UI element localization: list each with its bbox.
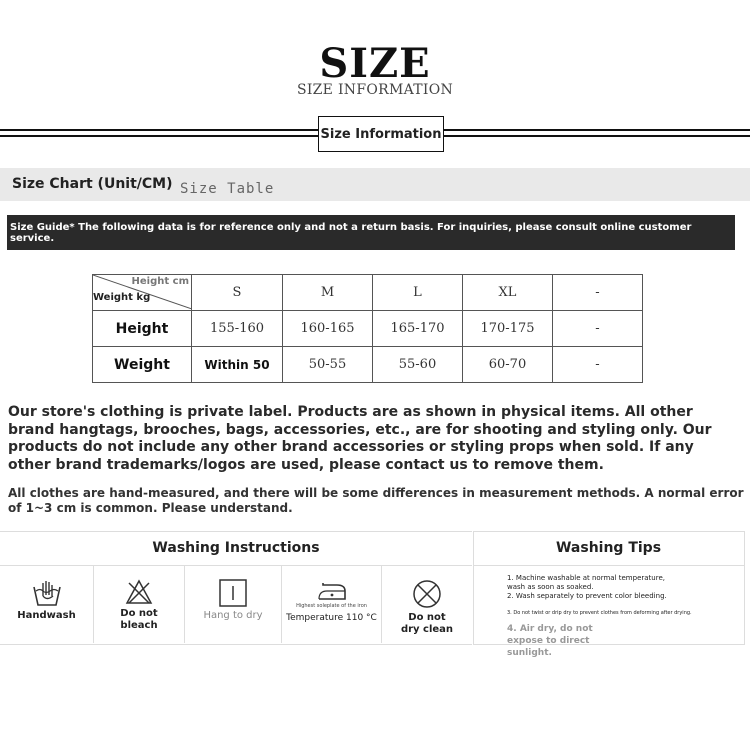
column-header: XL: [463, 275, 553, 311]
table-cell: 170-175: [463, 311, 553, 347]
no-bleach-icon: [125, 579, 153, 605]
size-guide-banner: Size Guide* The following data is for reference only and not a return basis. For inquiries, please consult online customer service.: [7, 215, 735, 250]
washing-tips-title: Washing Tips: [473, 531, 744, 566]
wash-item-hang-dry: [185, 566, 282, 643]
table-cell: Within 50: [192, 347, 283, 383]
column-header: S: [192, 275, 283, 311]
tip-3: 3. Do not twist or drip dry to prevent clothes from deforming after drying.: [507, 610, 692, 616]
wash-item-no-bleach: [94, 566, 185, 643]
table-cell: 60-70: [463, 347, 553, 383]
table-cell: 155-160: [192, 311, 283, 347]
measurement-note: All clothes are hand-measured, and there will be some differences in measurement methods. A normal error of 1~3 cm is common. Please understand.: [8, 486, 744, 515]
table-header-row: [93, 275, 643, 311]
no-dry-clean-icon: [412, 579, 442, 609]
row-label: Weight: [93, 347, 192, 383]
brand-notice: Our store's clothing is private label. Products are as shown in physical items. All other brand hangtags, brooches, bags, accessories, etc., are for shooting and styling only. Our products do not include any other brand accessories or styling props when sold. If any other brand trademarks/logos are used, please contact us to remove them.: [8, 404, 712, 473]
size-chart-label: Size Chart (Unit/CM): [12, 176, 173, 192]
row-label: Height: [93, 311, 192, 347]
tip-4: 4. Air dry, do not expose to direct sunlight.: [507, 624, 593, 658]
table-cell: 55-60: [373, 347, 463, 383]
washing-instructions-title: Washing Instructions: [0, 531, 472, 566]
section-badge: Size Information: [318, 116, 444, 152]
wash-caption: Do not bleach: [120, 608, 158, 631]
size-table: [92, 274, 643, 383]
table-corner-cell: [93, 275, 192, 311]
table-row: [93, 347, 643, 383]
column-header: -: [553, 275, 643, 311]
size-table-label: Size Table: [180, 181, 275, 197]
table-cell: 165-170: [373, 311, 463, 347]
hang-dry-icon: [219, 579, 247, 607]
wash-item-no-dry-clean: [382, 566, 472, 643]
tip-1: 1. Machine washable at normal temperature, wash as soon as soaked.: [507, 574, 665, 591]
wash-item-handwash: [0, 566, 94, 643]
wash-caption: Handwash: [17, 610, 76, 621]
table-cell: 160-165: [283, 311, 373, 347]
corner-weight-label: Weight kg: [93, 292, 151, 303]
iron-icon: [315, 579, 349, 603]
wash-caption: Do not dry clean: [400, 612, 454, 635]
column-header: L: [373, 275, 463, 311]
handwash-icon: [32, 579, 62, 607]
wash-caption: Hang to dry: [203, 610, 263, 621]
column-header: M: [283, 275, 373, 311]
table-cell: 50-55: [283, 347, 373, 383]
wash-caption: Temperature 110 °C: [286, 613, 377, 623]
page-title: SIZE: [319, 40, 431, 87]
tip-2: 2. Wash separately to prevent color bleeding.: [507, 592, 667, 600]
corner-height-label: Height cm: [131, 276, 189, 287]
table-cell: -: [553, 311, 643, 347]
page-subtitle: SIZE INFORMATION: [296, 82, 454, 98]
wash-item-iron: [282, 566, 382, 643]
table-cell: -: [553, 347, 643, 383]
wash-caption-small: Highest soleplate of the iron: [296, 603, 367, 609]
table-row: [93, 311, 643, 347]
